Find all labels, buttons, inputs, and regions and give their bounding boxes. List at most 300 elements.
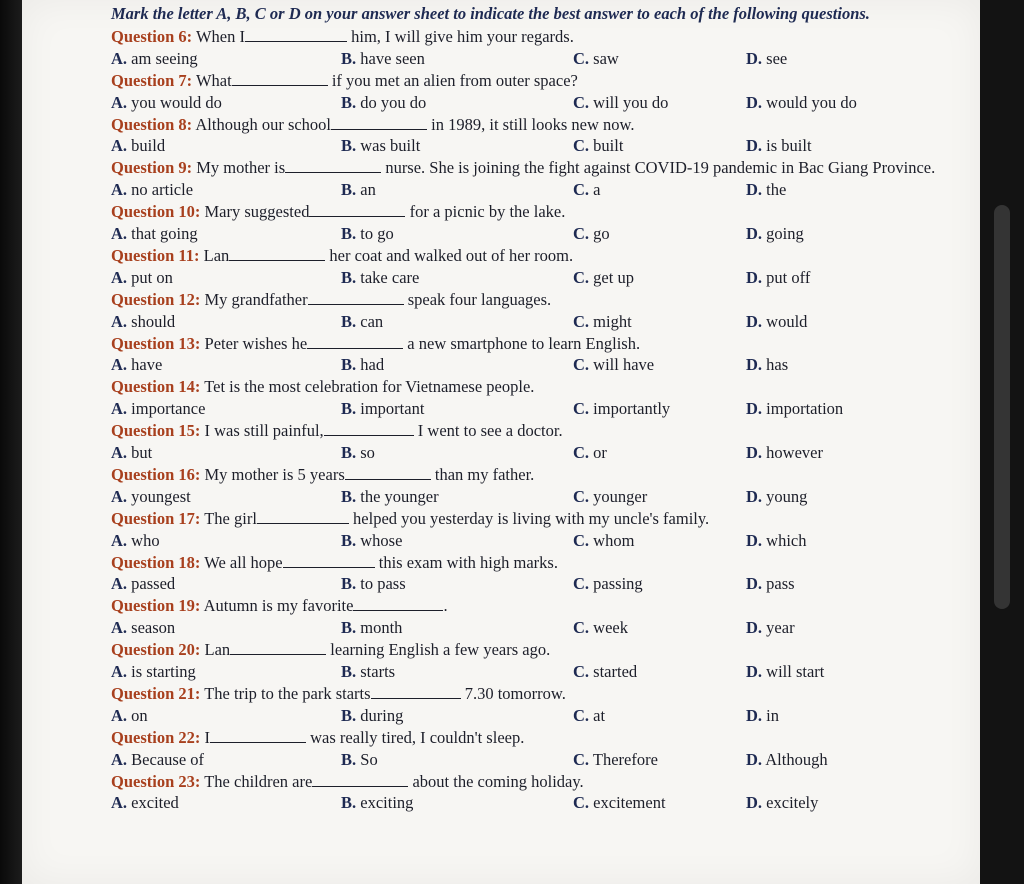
option-letter: C. — [573, 92, 590, 112]
option-text: put off — [766, 267, 811, 287]
option-text: Although — [765, 749, 828, 769]
option-a — [111, 48, 198, 70]
option-b — [341, 398, 424, 420]
answer-blank — [285, 158, 381, 173]
question-stem — [111, 595, 971, 617]
option-text: excitely — [766, 793, 819, 813]
question-text-after: . — [443, 596, 448, 616]
option-text: youngest — [131, 486, 191, 506]
option-letter: B. — [341, 793, 357, 813]
option-b — [341, 354, 384, 376]
question-number: Question 20: — [111, 640, 201, 660]
option-text: exciting — [360, 793, 414, 813]
question-number: Question 19: — [111, 596, 201, 616]
option-text: but — [131, 442, 153, 462]
option-letter: A. — [111, 749, 128, 769]
option-letter: A. — [111, 442, 128, 462]
options-row — [111, 442, 971, 464]
option-letter: C. — [573, 793, 590, 813]
option-letter: B. — [341, 399, 357, 419]
option-d — [746, 398, 843, 420]
option-b — [341, 311, 383, 333]
option-text: year — [766, 618, 795, 638]
question-text-before: The trip to the park starts — [204, 683, 371, 703]
option-text: go — [593, 223, 610, 243]
option-a — [111, 179, 193, 201]
option-d — [746, 48, 787, 70]
answer-blank — [307, 334, 403, 349]
question-text-after: than my father. — [430, 464, 535, 484]
option-letter: D. — [746, 574, 763, 594]
options-row — [111, 311, 971, 333]
option-letter: A. — [111, 92, 128, 112]
option-letter: A. — [111, 311, 128, 331]
option-b — [341, 223, 394, 245]
option-a — [111, 398, 205, 420]
question-stem — [111, 157, 941, 179]
answer-blank — [283, 553, 375, 568]
options-row — [111, 749, 971, 771]
option-d — [746, 354, 788, 376]
option-text: importation — [766, 399, 844, 419]
question-number: Question 15: — [111, 421, 201, 441]
option-c — [573, 749, 658, 771]
option-text: has — [766, 355, 789, 375]
option-b — [341, 442, 375, 464]
question-text-after: this exam with high marks. — [374, 552, 558, 572]
option-letter: D. — [746, 749, 763, 769]
option-a — [111, 311, 175, 333]
question-stem — [111, 508, 971, 530]
question-text-before: What — [195, 70, 232, 90]
answer-blank — [230, 640, 326, 655]
option-d — [746, 135, 812, 157]
answer-blank — [210, 728, 306, 743]
option-c — [573, 705, 605, 727]
option-a — [111, 530, 160, 552]
option-letter: D. — [746, 48, 763, 68]
option-letter: C. — [573, 355, 590, 375]
question-number: Question 12: — [111, 289, 201, 309]
option-letter: B. — [341, 136, 357, 156]
option-c — [573, 792, 666, 814]
answer-blank — [331, 115, 427, 130]
question-text-before: Lan — [203, 245, 230, 265]
option-c — [573, 486, 647, 508]
option-b — [341, 617, 402, 639]
option-text: would — [766, 311, 808, 331]
question-text-before: I — [204, 727, 211, 747]
option-letter: C. — [573, 442, 590, 462]
option-letter: C. — [573, 618, 590, 638]
option-letter: C. — [573, 136, 590, 156]
question-stem — [111, 727, 971, 749]
question-number: Question 6: — [111, 27, 193, 46]
question-text-after: was really tired, I couldn't sleep. — [306, 727, 525, 747]
option-d — [746, 661, 824, 683]
question-text-before: The girl — [204, 508, 257, 528]
question-text-before: Lan — [204, 640, 231, 660]
option-text: was built — [360, 136, 421, 156]
option-letter: C. — [573, 486, 590, 506]
option-letter: D. — [746, 661, 763, 681]
option-text: the — [766, 180, 787, 200]
option-text: going — [766, 223, 804, 243]
option-d — [746, 573, 795, 595]
option-letter: D. — [746, 442, 763, 462]
option-text: in — [766, 705, 780, 725]
option-text: younger — [593, 486, 648, 506]
option-text: build — [131, 136, 166, 156]
option-d — [746, 749, 828, 771]
option-a — [111, 92, 222, 114]
option-letter: A. — [111, 399, 128, 419]
option-letter: A. — [111, 486, 128, 506]
option-d — [746, 705, 779, 727]
question-text-after: I went to see a doctor. — [413, 421, 563, 441]
question-text-after: nurse. She is joining the fight against COVID-19 pandemic in Bac Giang Province. — [381, 158, 936, 178]
option-text: to pass — [360, 574, 406, 594]
question-text-before: I was still painful, — [204, 421, 324, 441]
option-text: important — [360, 399, 425, 419]
option-b — [341, 48, 425, 70]
option-c — [573, 135, 623, 157]
question-text-after: him, I will give him your regards. — [347, 27, 574, 46]
option-c — [573, 661, 637, 683]
option-d — [746, 223, 804, 245]
question-stem — [111, 289, 971, 311]
option-text: should — [131, 311, 176, 331]
option-b — [341, 486, 439, 508]
answer-blank — [308, 290, 404, 305]
option-c — [573, 48, 619, 70]
option-text: no article — [131, 180, 194, 200]
question-text-before: We all hope — [204, 552, 283, 572]
option-text: is starting — [131, 661, 196, 681]
answer-blank — [257, 509, 349, 524]
option-letter: A. — [111, 705, 128, 725]
question-number: Question 10: — [111, 202, 201, 222]
option-text: pass — [766, 574, 795, 594]
option-d — [746, 311, 807, 333]
option-letter: B. — [341, 661, 357, 681]
question-number: Question 8: — [111, 114, 193, 134]
option-text: Therefore — [592, 749, 658, 769]
option-text: you would do — [131, 92, 222, 112]
option-text: which — [766, 530, 807, 550]
option-c — [573, 311, 632, 333]
question-stem — [111, 70, 971, 92]
option-d — [746, 442, 823, 464]
option-letter: C. — [573, 180, 590, 200]
option-d — [746, 267, 810, 289]
option-text: will have — [593, 355, 655, 375]
option-text: get up — [593, 267, 634, 287]
option-letter: D. — [746, 180, 763, 200]
option-b — [341, 573, 406, 595]
option-a — [111, 486, 191, 508]
option-text: am seeing — [131, 48, 198, 68]
options-row — [111, 530, 971, 552]
option-text: take care — [360, 267, 420, 287]
option-letter: B. — [341, 749, 357, 769]
option-text: whom — [593, 530, 635, 550]
option-c — [573, 530, 634, 552]
option-letter: B. — [341, 92, 357, 112]
option-text: had — [360, 355, 385, 375]
question-number: Question 7: — [111, 70, 193, 90]
option-text: will you do — [593, 92, 669, 112]
options-row — [111, 48, 971, 70]
option-letter: A. — [111, 661, 128, 681]
option-d — [746, 617, 795, 639]
option-letter: D. — [746, 267, 763, 287]
question-text-before: My grandfather — [204, 289, 308, 309]
question-text-after: a new smartphone to learn English. — [403, 333, 641, 353]
option-letter: D. — [746, 618, 763, 638]
question-number: Question 21: — [111, 683, 201, 703]
option-letter: B. — [341, 267, 357, 287]
question-text-after: speak four languages. — [403, 289, 552, 309]
question-number: Question 11: — [111, 245, 200, 265]
question-stem — [111, 683, 971, 705]
option-letter: D. — [746, 530, 763, 550]
option-text: can — [360, 311, 384, 331]
question-stem — [111, 552, 971, 574]
question-text-before: When I — [195, 27, 245, 46]
question-text-after: in 1989, it still looks new now. — [427, 114, 635, 134]
option-text: passing — [593, 574, 643, 594]
option-a — [111, 223, 198, 245]
question-text-after: 7.30 tomorrow. — [460, 683, 566, 703]
option-text: who — [131, 530, 160, 550]
option-text: the younger — [360, 486, 439, 506]
options-row — [111, 661, 971, 683]
option-a — [111, 617, 175, 639]
answer-blank — [229, 246, 325, 261]
option-a — [111, 267, 173, 289]
answer-blank — [345, 465, 431, 480]
answer-blank — [309, 202, 405, 217]
option-text: saw — [593, 48, 619, 68]
option-text: an — [360, 180, 376, 200]
option-b — [341, 749, 378, 771]
option-b — [341, 179, 376, 201]
question-stem — [111, 771, 971, 793]
options-row — [111, 92, 971, 114]
question-number: Question 18: — [111, 552, 201, 572]
option-d — [746, 792, 818, 814]
option-letter: C. — [573, 267, 590, 287]
option-b — [341, 792, 413, 814]
question-text-before: The children are — [204, 771, 313, 791]
question-number: Question 16: — [111, 464, 201, 484]
option-d — [746, 486, 807, 508]
option-d — [746, 179, 786, 201]
option-text: see — [766, 48, 788, 68]
answer-blank — [232, 71, 328, 86]
option-text: that going — [131, 223, 198, 243]
option-letter: B. — [341, 618, 357, 638]
option-letter: A. — [111, 530, 128, 550]
option-letter: C. — [573, 399, 590, 419]
question-stem — [111, 114, 971, 136]
option-c — [573, 573, 643, 595]
option-b — [341, 705, 403, 727]
option-letter: B. — [341, 355, 357, 375]
option-text: importance — [131, 399, 206, 419]
answer-blank — [312, 772, 408, 787]
question-text-after: for a picnic by the lake. — [405, 202, 566, 222]
option-text: have — [131, 355, 163, 375]
options-row — [111, 617, 971, 639]
option-text: so — [360, 442, 375, 462]
option-letter: B. — [341, 486, 357, 506]
question-list — [111, 26, 971, 814]
question-text-after: learning English a few years ago. — [326, 640, 551, 660]
option-a — [111, 792, 179, 814]
option-text: put on — [131, 267, 173, 287]
question-stem — [111, 333, 971, 355]
option-c — [573, 223, 610, 245]
option-a — [111, 749, 204, 771]
option-text: might — [593, 311, 632, 331]
option-text: do you do — [360, 92, 427, 112]
option-letter: B. — [341, 311, 357, 331]
option-text: would you do — [766, 92, 857, 112]
question-text-before: My mother is — [196, 158, 286, 178]
question-text-after: her coat and walked out of her room. — [325, 245, 574, 265]
option-text: passed — [131, 574, 176, 594]
question-stem — [111, 420, 971, 442]
option-letter: C. — [573, 48, 590, 68]
option-text: importantly — [593, 399, 671, 419]
option-text: So — [360, 749, 378, 769]
option-text: at — [593, 705, 606, 725]
option-letter: D. — [746, 92, 763, 112]
option-c — [573, 92, 668, 114]
option-letter: A. — [111, 267, 128, 287]
option-letter: D. — [746, 223, 763, 243]
option-b — [341, 135, 420, 157]
option-c — [573, 267, 634, 289]
option-letter: C. — [573, 530, 590, 550]
option-text: whose — [360, 530, 403, 550]
option-text: starts — [360, 661, 396, 681]
question-stem — [111, 201, 971, 223]
option-text: during — [360, 705, 404, 725]
question-number: Question 23: — [111, 771, 201, 791]
question-stem — [111, 245, 971, 267]
question-text-after: if you met an alien from outer space? — [327, 70, 578, 90]
option-letter: A. — [111, 136, 128, 156]
options-row — [111, 135, 971, 157]
scrollbar-thumb[interactable] — [994, 205, 1010, 609]
option-letter: D. — [746, 705, 763, 725]
option-text: have seen — [360, 48, 425, 68]
option-text: Because of — [131, 749, 205, 769]
question-stem — [111, 464, 971, 486]
question-text-before: Although our school — [195, 114, 332, 134]
option-text: a — [593, 180, 601, 200]
option-letter: B. — [341, 442, 357, 462]
option-text: built — [593, 136, 624, 156]
option-letter: A. — [111, 618, 128, 638]
answer-blank — [245, 27, 347, 42]
question-text-before: Autumn is my favorite — [203, 596, 354, 616]
option-a — [111, 705, 148, 727]
option-text: excited — [131, 793, 179, 813]
options-row — [111, 354, 971, 376]
option-text: started — [593, 661, 638, 681]
options-row — [111, 398, 971, 420]
options-row — [111, 705, 971, 727]
option-letter: D. — [746, 399, 763, 419]
option-c — [573, 398, 670, 420]
option-b — [341, 530, 402, 552]
option-d — [746, 530, 807, 552]
question-text-after: helped you yesterday is living with my uncle's family. — [348, 508, 710, 528]
option-letter: B. — [341, 223, 357, 243]
option-letter: C. — [573, 311, 590, 331]
option-text: month — [360, 618, 403, 638]
option-text: week — [593, 618, 628, 638]
option-d — [746, 92, 857, 114]
question-stem — [111, 376, 971, 398]
option-letter: A. — [111, 793, 128, 813]
option-letter: C. — [573, 705, 590, 725]
option-letter: A. — [111, 355, 128, 375]
instruction-text: Mark the letter A, B, C or D on your answer sheet to indicate the best answer to each of the following questions. — [111, 4, 870, 23]
option-text: or — [593, 442, 607, 462]
option-letter: D. — [746, 311, 763, 331]
option-a — [111, 135, 165, 157]
option-b — [341, 661, 395, 683]
answer-blank — [353, 596, 443, 611]
question-text-before: My mother is 5 years — [204, 464, 345, 484]
question-number: Question 14: — [111, 377, 201, 397]
left-dark-edge — [0, 0, 22, 884]
option-c — [573, 179, 601, 201]
option-b — [341, 92, 426, 114]
options-row — [111, 792, 971, 814]
options-row — [111, 179, 971, 201]
option-letter: C. — [573, 661, 590, 681]
option-letter: B. — [341, 48, 357, 68]
question-text-after: about the coming holiday. — [408, 771, 584, 791]
option-text: to go — [360, 223, 394, 243]
question-number: Question 13: — [111, 333, 201, 353]
option-letter: C. — [573, 223, 590, 243]
options-row — [111, 267, 971, 289]
option-a — [111, 354, 162, 376]
option-letter: D. — [746, 355, 763, 375]
option-text: young — [766, 486, 808, 506]
option-text: however — [766, 442, 823, 462]
question-stem — [111, 26, 971, 48]
option-letter: A. — [111, 48, 128, 68]
option-letter: B. — [341, 574, 357, 594]
option-a — [111, 661, 196, 683]
option-letter: D. — [746, 486, 763, 506]
option-a — [111, 442, 152, 464]
option-b — [341, 267, 419, 289]
option-letter: A. — [111, 180, 128, 200]
options-row — [111, 573, 971, 595]
option-letter: A. — [111, 223, 128, 243]
option-letter: D. — [746, 793, 763, 813]
option-text: excitement — [593, 793, 666, 813]
